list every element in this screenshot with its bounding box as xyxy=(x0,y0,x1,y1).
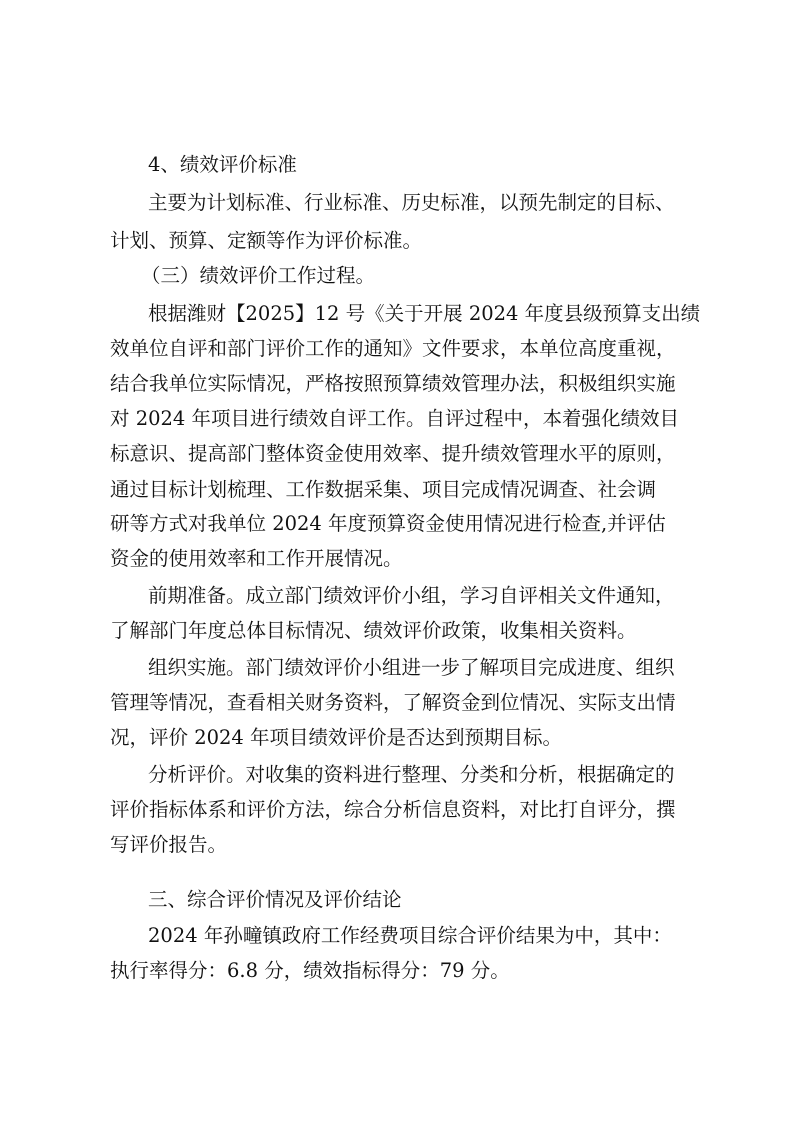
paragraph-line: 2024 年孙疃镇政府工作经费项目综合评价结果为中，其中： xyxy=(148,924,672,947)
paragraph-line: 管理等情况，查看相关财务资料，了解资金到位情况、实际支出情 xyxy=(110,691,676,714)
paragraph-line: 通过目标计划梳理、工作数据采集、项目完成情况调查、社会调 xyxy=(110,478,657,501)
section-heading-conclusion: 三、综合评价情况及评价结论 xyxy=(148,888,402,911)
paragraph-line: 对 2024 年项目进行绩效自评工作。自评过程中，本着强化绩效目 xyxy=(110,407,680,430)
paragraph-line: 前期准备。成立部门绩效评价小组，学习自评相关文件通知， xyxy=(148,584,675,607)
paragraph-line: 标意识、提高部门整体资金使用效率、提升绩效管理水平的原则， xyxy=(110,442,676,465)
paragraph-line: 资金的使用效率和工作开展情况。 xyxy=(110,547,403,570)
paragraph-line: 了解部门年度总体目标情况、绩效评价政策，收集相关资料。 xyxy=(110,619,637,642)
paragraph-line: 效单位自评和部门评价工作的通知》文件要求，本单位高度重视， xyxy=(110,337,676,360)
paragraph-line: 研等方式对我单位 2024 年度预算资金使用情况进行检查,并评估 xyxy=(110,512,666,535)
paragraph-line: 况，评价 2024 年项目绩效评价是否达到预期目标。 xyxy=(110,726,563,749)
paragraph-line: 主要为计划标准、行业标准、历史标准，以预先制定的目标、 xyxy=(148,191,675,214)
paragraph-line: 组织实施。部门绩效评价小组进一步了解项目完成进度、组织 xyxy=(148,656,675,679)
paragraph-line: 计划、预算、定额等作为评价标准。 xyxy=(110,229,423,252)
paragraph-line: 执行率得分：6.8 分，绩效指标得分：79 分。 xyxy=(110,959,510,982)
paragraph-line: 写评价报告。 xyxy=(110,833,228,856)
paragraph-line: 评价指标体系和评价方法，综合分析信息资料，对比打自评分，撰 xyxy=(110,798,676,821)
paragraph-line: 结合我单位实际情况，严格按照预算绩效管理办法，积极组织实施 xyxy=(110,372,676,395)
section-heading-process: （三）绩效评价工作过程。 xyxy=(141,264,376,287)
paragraph-line: 分析评价。对收集的资料进行整理、分类和分析，根据确定的 xyxy=(148,763,675,786)
paragraph-line: 根据潍财【2025】12 号《关于开展 2024 年度县级预算支出绩 xyxy=(148,302,701,325)
section-heading-standard: 4、绩效评价标准 xyxy=(148,153,297,176)
